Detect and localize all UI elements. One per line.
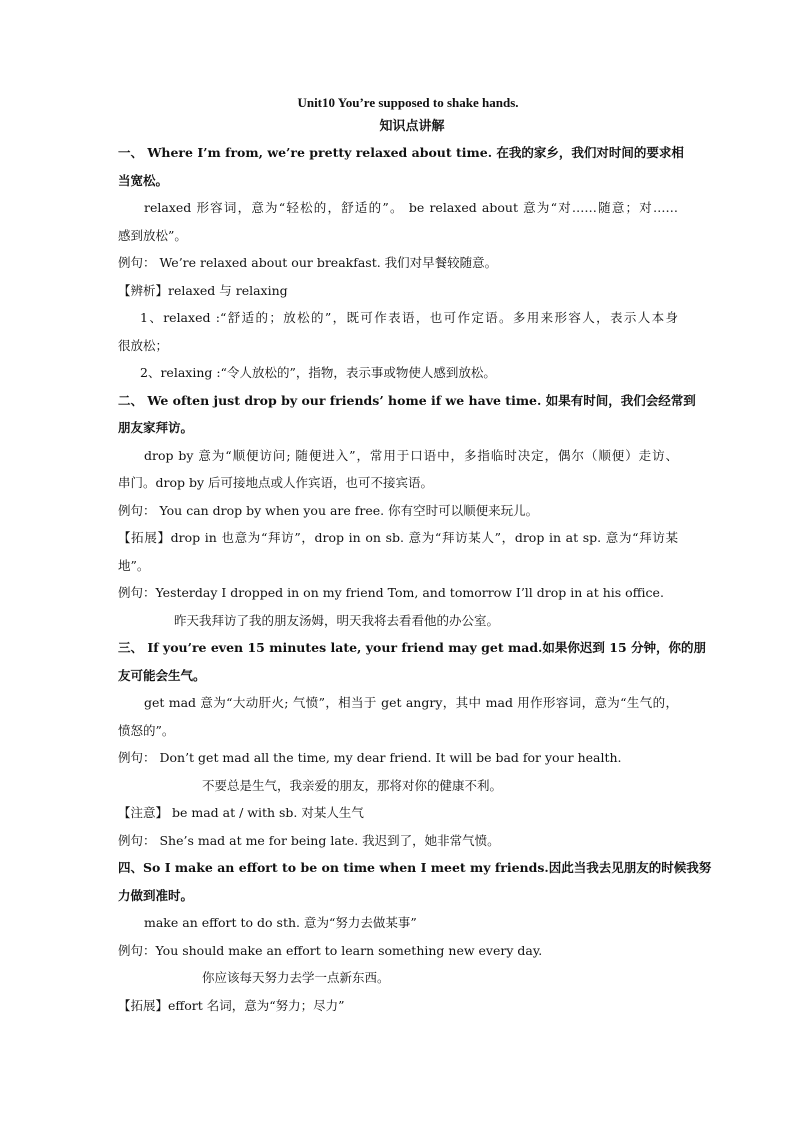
explanation-text: relaxed 形容词，意为“轻松的，舒适的”。 be relaxed about 意为“对……随意；对……: [144, 200, 678, 215]
explanation-text-cont: 愤怒的”。: [118, 722, 175, 738]
extension-text: 【拓展】drop in 也意为“拜访”，drop in on sb. 意为“拜访某人”，drop in at sp. 意为“拜访某: [118, 530, 678, 545]
point-1-heading-cont: 当宽松。: [118, 172, 169, 188]
explanation-text-cont: 串门。drop by 后可接地点或人作宾语，也可不接宾语。: [118, 475, 434, 490]
analysis-item-1: 1、relaxed :“舒适的；放松的”，既可作表语，也可作定语。多用来形容人，表示人本身: [140, 310, 678, 325]
point-4-heading-cont: 力做到准时。: [118, 887, 194, 903]
section-subtitle: 知识点讲解: [379, 119, 445, 134]
explanation-text-cont: 感到放松”。: [118, 227, 187, 243]
example-sentence: 例句： She’s mad at me for being late. 我迟到了，她非常气愤。: [118, 832, 500, 848]
analysis-item-1-cont: 很放松；: [118, 337, 169, 353]
point-2-heading: 二、 We often just drop by our friends’ home if we have time. 如果有时间，我们会经常到: [118, 392, 696, 408]
point-1-heading: 一、 Where I’m from, we’re pretty relaxed about time. 在我的家乡，我们对时间的要求相: [118, 145, 684, 160]
point-2-heading-cont: 朋友家拜访。: [118, 420, 194, 435]
point-4-heading: 四、So I make an effort to be on time when I meet my friends.因此当我去见朋友的时候我努: [118, 860, 712, 875]
point-3-heading: 三、 If you’re even 15 minutes late, your friend may get mad.如果你迟到 15 分钟，你的朋: [118, 640, 707, 655]
explanation-text: drop by 意为“顺便访问; 随便进入”，常用于口语中，多指临时决定，偶尔（顺便）走访、: [144, 447, 678, 463]
analysis-label: 【辨析】relaxed 与 relaxing: [118, 282, 288, 298]
extension-text: 【拓展】effort 名词，意为“努力；尽力”: [118, 997, 345, 1013]
document-page: [118, 92, 712, 1019]
analysis-item-2: 2、relaxing :“令人放松的”，指物，表示事或物使人感到放松。: [140, 365, 496, 380]
example-sentence: 例句： We’re relaxed about our breakfast. 我们对早餐较随意。: [118, 255, 498, 270]
unit-title: Unit10 You’re supposed to shake hands.: [297, 95, 519, 110]
example-sentence: 例句： Don’t get mad all the time, my dear friend. It will be bad for your health.: [118, 750, 622, 765]
example-sentence: 例句： You can drop by when you are free. 你有空时可以顺便来玩儿。: [118, 502, 539, 518]
example-translation: 昨天我拜访了我的朋友汤姆，明天我将去看看他的办公室。: [174, 612, 500, 628]
example-translation: 你应该每天努力去学一点新东西。: [202, 970, 390, 985]
example-translation: 不要总是生气，我亲爱的朋友，那将对你的健康不利。: [202, 777, 503, 793]
note-text: 【注意】 be mad at / with sb. 对某人生气: [118, 805, 364, 820]
extension-text-cont: 地”。: [118, 557, 150, 573]
example-sentence: 例句：You should make an effort to learn something new every day.: [118, 942, 543, 958]
explanation-text: make an effort to do sth. 意为“努力去做某事”: [144, 915, 417, 930]
explanation-text: get mad 意为“大动肝火; 气愤”，相当于 get angry，其中 mad 用作形容词，意为“生气的，: [144, 695, 678, 710]
example-sentence: 例句：Yesterday I dropped in on my friend Tom, and tomorrow I’ll drop in at his office.: [118, 585, 664, 600]
point-3-heading-cont: 友可能会生气。: [118, 667, 206, 683]
